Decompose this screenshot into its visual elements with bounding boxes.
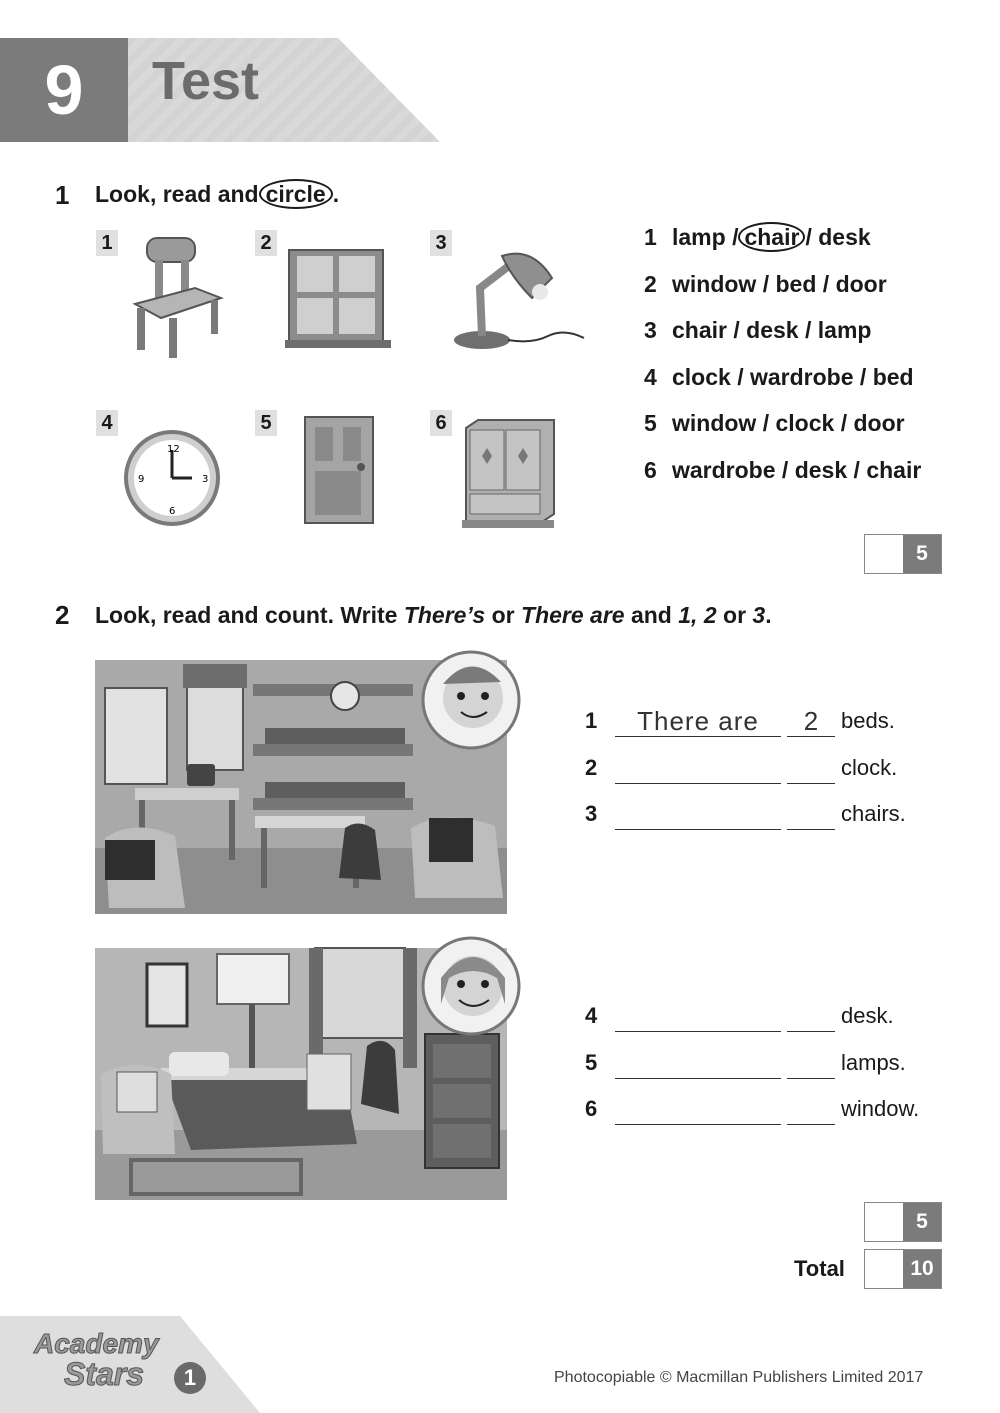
instruction-end: . [332, 181, 340, 207]
score-input[interactable] [865, 1203, 903, 1241]
picture-number-5: 5 [255, 410, 277, 436]
exercise1-number: 1 [55, 180, 70, 210]
answer-row-4 [585, 1003, 985, 1033]
instruction-circled-word: circle [259, 179, 333, 209]
instruction-text: or [716, 602, 753, 628]
count-line [787, 1078, 835, 1079]
copyright-notice: Photocopiable © Macmillan Publishers Limited 2017 [554, 1369, 924, 1386]
row-noun: window. [841, 1096, 920, 1121]
answer-row-2 [585, 755, 985, 785]
phrase-line [615, 829, 781, 830]
picture-number-4: 4 [96, 410, 118, 436]
count-line [787, 829, 835, 830]
option-word[interactable]: door [853, 410, 905, 436]
count-line [787, 736, 835, 737]
exercise1-instruction [95, 181, 339, 208]
instruction-text: Look, read and [95, 181, 259, 207]
option-row-5: 5 window / clock / door [644, 410, 905, 436]
picture-number-1: 1 [96, 230, 118, 256]
option-word[interactable]: lamp [672, 224, 726, 250]
option-number: 5 [644, 410, 657, 436]
option-row-1: 1 lamp / chair / desk [644, 224, 871, 250]
option-number: 1 [644, 224, 657, 250]
score-max: 5 [903, 1203, 941, 1241]
option-word[interactable]: bed [872, 363, 914, 390]
exercise2-instruction [95, 602, 772, 629]
phrase-line [615, 1031, 781, 1032]
logo-line2: Stars [64, 1356, 145, 1392]
option-word[interactable]: wardrobe [750, 363, 854, 390]
total-input[interactable] [865, 1250, 903, 1288]
total-max: 10 [903, 1250, 941, 1288]
option-word[interactable]: desk [746, 317, 799, 343]
answer-row-5 [585, 1050, 985, 1080]
academy-stars-logo [34, 1328, 234, 1398]
instruction-italic: There’s [403, 602, 486, 628]
svg-text:12: 12 [167, 444, 180, 455]
option-word[interactable]: clock [672, 363, 731, 390]
instruction-text: and [624, 602, 679, 628]
option-number: 3 [644, 317, 657, 343]
row-noun: beds. [841, 708, 895, 733]
picture-number-2: 2 [255, 230, 277, 256]
option-row-4: 4 clock / wardrobe / bed [644, 363, 914, 390]
logo-line1: Academy [34, 1328, 159, 1359]
count-answer[interactable]: 2 [803, 706, 819, 736]
option-word[interactable]: lamp [817, 317, 872, 343]
unit-number: 9 [44, 51, 84, 129]
window-icon [285, 246, 395, 352]
option-row-2: 2 window / bed / door [644, 270, 887, 297]
picture-number-6: 6 [430, 410, 452, 436]
phrase-line [615, 1124, 781, 1125]
phrase-line [615, 1078, 781, 1079]
row-number: 2 [585, 755, 598, 780]
row-number: 6 [585, 1096, 598, 1121]
row-number: 1 [585, 708, 598, 733]
count-line [787, 1031, 835, 1032]
svg-text:9: 9 [138, 474, 145, 485]
option-number: 4 [644, 363, 657, 390]
option-word-circled[interactable]: chair [738, 222, 805, 252]
option-word[interactable]: window [672, 410, 757, 436]
answer-row-3 [585, 801, 985, 831]
row-noun: desk. [841, 1003, 894, 1028]
row-noun: clock. [841, 755, 898, 780]
exercise2-number: 2 [55, 600, 70, 630]
option-row-6: 6 wardrobe / desk / chair [644, 456, 922, 483]
exercise1-score-box [864, 534, 942, 574]
wardrobe-icon [462, 418, 558, 530]
option-word[interactable]: chair [672, 317, 727, 343]
phrase-answer[interactable]: There are [637, 706, 759, 736]
total-label: Total [794, 1256, 845, 1281]
answer-row-6 [585, 1096, 985, 1126]
phrase-line [615, 783, 781, 784]
instruction-text: Look, read and count. Write [95, 602, 404, 628]
score-max: 5 [903, 535, 941, 573]
logo-level-badge: 1 [174, 1362, 206, 1394]
option-row-3: 3 chair / desk / lamp [644, 317, 872, 343]
row-number: 5 [585, 1050, 598, 1075]
option-word[interactable]: bed [775, 270, 817, 297]
chair-icon [125, 232, 230, 362]
exercise1-options [644, 224, 964, 503]
instruction-italic: There are [521, 602, 625, 628]
count-line [787, 783, 835, 784]
instruction-text: . [765, 602, 772, 628]
option-word[interactable]: desk [794, 456, 848, 483]
score-input[interactable] [865, 535, 903, 573]
instruction-text: or [485, 602, 522, 628]
option-number: 6 [644, 456, 657, 483]
option-word[interactable]: window [672, 270, 757, 297]
svg-text:6: 6 [169, 506, 176, 517]
instruction-italic: 3 [752, 602, 766, 628]
instruction-italic: 1, 2 [678, 602, 717, 628]
page-title: Test [152, 51, 260, 111]
option-word[interactable]: wardrobe [672, 456, 776, 483]
option-word[interactable]: chair [866, 456, 922, 483]
clock-icon [122, 428, 222, 528]
row-number: 4 [585, 1003, 598, 1028]
picture-number-3: 3 [430, 230, 452, 256]
option-word[interactable]: door [835, 270, 887, 297]
bedroom-scene-girl [95, 934, 535, 1200]
row-noun: chairs. [841, 801, 906, 826]
row-number: 3 [585, 801, 598, 826]
option-number: 2 [644, 270, 657, 297]
row-noun: lamps. [841, 1050, 906, 1075]
count-line [787, 1124, 835, 1125]
door-icon [303, 415, 375, 525]
answer-row-1 [585, 708, 985, 738]
option-word[interactable]: clock [775, 410, 835, 436]
total-score-box [864, 1249, 942, 1289]
svg-text:3: 3 [202, 474, 209, 485]
bedroom-scene-boy [95, 648, 535, 914]
phrase-line [615, 736, 781, 737]
option-word[interactable]: desk [818, 224, 871, 250]
exercise2-score-box [864, 1202, 942, 1242]
lamp-icon [452, 248, 587, 352]
